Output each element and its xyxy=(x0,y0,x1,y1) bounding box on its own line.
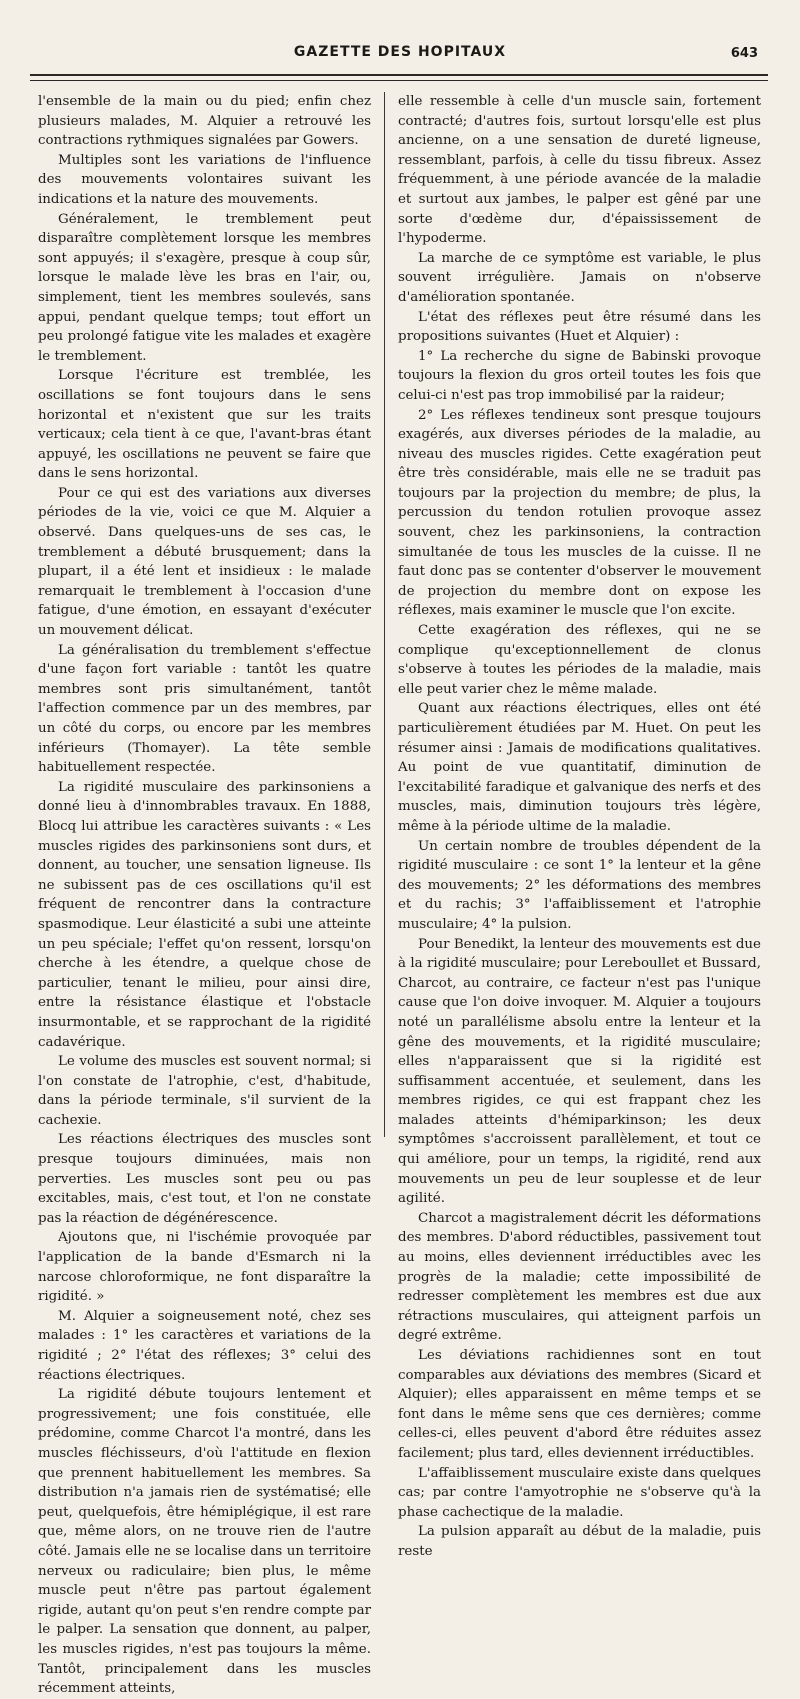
paragraph: l'ensemble de la main ou du pied; enfin chez plusieurs malades, M. Alquier a retrouvé les contractions rythmiques signalées par Gowers. xyxy=(38,94,371,149)
paragraph: Charcot a magistralement décrit les déformations des membres. D'abord réductibles, passivement tout au moins, elles deviennent irréductibles avec les progrès de la maladie; cette impossibilité de redresser complètement les membres est due aux rétractions musculaires, qui atteignent parfois un degré extrême. xyxy=(398,1210,761,1344)
paragraph: M. Alquier a soigneusement noté, chez ses malades : 1° les caractères et variations de la rigidité ; 2° l'état des réflexes; 3° celui des réactions électriques. xyxy=(38,1308,371,1383)
paragraph: Multiples sont les variations de l'influence des mouvements volontaires suivant les indications et la nature des mouvements. xyxy=(38,152,371,207)
paragraph: L'état des réflexes peut être résumé dans les propositions suivantes (Huet et Alquier) : xyxy=(398,309,761,345)
paragraph: L'affaiblissement musculaire existe dans quelques cas; par contre l'amyotrophie ne s'observe qu'à la phase cachectique de la maladie. xyxy=(398,1465,761,1520)
paragraph: Pour ce qui est des variations aux diverses périodes de la vie, voici ce que M. Alquier a observé. Dans quelques-uns de ses cas, le tremblement a débuté brusquement; dans la plupart, il a été lent et insidieux : le malade remarquait le tremblement à l'occasion d'une fatigue, d'une émotion, en essayant d'exécuter un mouvement délicat. xyxy=(38,485,371,639)
paragraph: Quant aux réactions électriques, elles ont été particulièrement étudiées par M. Huet. On peut les résumer ainsi : Jamais de modifications qualitatives. Au point de vue quantitatif, diminution de l'excitabilité faradique et galvanique des nerfs et des muscles, mais, diminution toujours très légère, même à la période ultime de la maladie. xyxy=(398,701,761,834)
paragraph: La rigidité débute toujours lentement et progressivement; une fois constituée, elle prédomine, comme Charcot l'a montré, dans les muscles fléchisseurs, d'où l'attitude en flexion que prennent habituellement les membres. Sa distribution n'a jamais rien de systématisé; elle peut, quelquefois, être hémiplégique, il est rare que, même alors, on ne trouve rien de l'autre côté. Jamais elle ne se localise dans un territoire nerveux ou radiculaire; bien plus, le même muscle peut n'être pas partout également rigide, autant qu'on peut s'en rendre compte par le palper. La sensation que donnent, au palper, les muscles rigides, n'est pas toujours la même. Tantôt, principalement dans les muscles récemment atteints, xyxy=(38,1387,371,1697)
paragraph: Lorsque l'écriture est tremblée, les oscillations se font toujours dans le sens horizontal et n'existent que sur les traits verticaux; cela tient à ce que, l'avant-bras étant appuyé, les oscillations ne peuvent se faire que dans le sens horizontal. xyxy=(38,368,371,482)
paragraph: Le volume des muscles est souvent normal; si l'on constate de l'atrophie, c'est, d'habitude, dans la période terminale, s'il survient de la cachexie. xyxy=(38,1054,371,1128)
page-header xyxy=(40,44,760,70)
paragraph: La pulsion apparaît au début de la maladie, puis reste xyxy=(398,1524,761,1559)
journal-title: GAZETTE DES HOPITAUX xyxy=(293,44,507,60)
paragraph: Les déviations rachidiennes sont en tout comparables aux déviations des membres (Sicard et Alquier); elles apparaissent en même temps et se font dans le même sens que ces dernières; comme celles-ci, elles peuvent d'abord être réduites assez facilement; plus tard, elles deviennent irréductibles. xyxy=(398,1348,761,1461)
column-divider xyxy=(384,92,385,1137)
paragraph: Un certain nombre de troubles dépendent de la rigidité musculaire : ce sont 1° la lenteur et la gêne des mouvements; 2° les déformations des membres et du rachis; 3° l'affaiblissement et l'atrophie musculaire; 4° la pulsion. xyxy=(398,838,761,932)
paragraph: Généralement, le tremblement peut disparaître complètement lorsque les membres sont appuyés; il s'exagère, presque à coup sûr, lorsque le malade lève les bras en l'air, ou, simplement, tient les membres soulevés, sans appui, pendant quelque temps; tout effort un peu prolongé fatigue vite les malades et exagère le tremblement. xyxy=(38,211,371,364)
paragraph: Cette exagération des réflexes, qui ne se complique qu'exceptionnellement de clonus s'observe à toutes les périodes de la maladie, mais elle peut varier chez le même malade. xyxy=(398,623,761,697)
paragraph: La généralisation du tremblement s'effectue d'une façon fort variable : tantôt les quatre membres sont pris simultanément, tantôt l'affection commence par un des membres, par un côté du corps, ou encore par les membres inférieurs (Thomayer). La tête semble habituellement respectée. xyxy=(38,642,371,776)
paragraph: La marche de ce symptôme est variable, le plus souvent irrégulière. Jamais on n'observe d'amélioration spontanée. xyxy=(398,250,761,305)
paragraph: Ajoutons que, ni l'ischémie provoquée par l'application de la bande d'Esmarch ni la narcose chloroformique, ne font disparaître la rigidité. » xyxy=(38,1230,371,1305)
right-column xyxy=(398,92,761,1562)
header-rule-thin xyxy=(30,80,768,81)
header-rule xyxy=(30,74,768,76)
left-column xyxy=(38,92,371,1699)
paragraph: elle ressemble à celle d'un muscle sain, fortement contracté; d'autres fois, surtout lorsqu'elle est plus ancienne, on a une sensation de dureté ligneuse, ressemblant, parfois, à celle du tissu fibreux. Assez fréquemment, à une période avancée de la maladie et surtout aux jambes, le palper est gêné par une sorte d'œdème dur, d'épaississement de l'hypoderme. xyxy=(398,94,761,247)
paragraph: 2° Les réflexes tendineux sont presque toujours exagérés, aux diverses périodes de la maladie, au niveau des muscles rigides. Cette exagération peut être très considérable, mais elle ne se traduit pas toujours par la projection du membre; de plus, la percussion du tendon rotulien provoque assez souvent, chez les parkinsoniens, la contraction simultanée de tous les muscles de la cuisse. Il ne faut donc pas se contenter d'observer le mouvement de projection du membre dont on expose les réflexes, mais examiner le muscle que l'on excite. xyxy=(398,407,761,619)
paragraph: Pour Benedikt, la lenteur des mouvements est due à la rigidité musculaire; pour Lereboullet et Bussard, Charcot, au contraire, ce facteur n'est pas l'unique cause que l'on doive invoquer. M. Alquier a toujours noté un parallélisme absolu entre la lenteur et la gêne des mouvements, et la rigidité musculaire; elles n'apparaissent que si la rigidité est suffisamment accentuée, et seulement, dans les membres rigides, ce qui est frappant chez les malades atteints d'hémiparkinson; les deux symptômes s'accroissent parallèlement, et tout ce qui améliore, pour un temps, la rigidité, rend aux mouvements un peu de leur souplesse et de leur agilité. xyxy=(398,936,761,1207)
paragraph: Les réactions électriques des muscles sont presque toujours diminuées, mais non perverties. Les muscles sont peu ou pas excitables, mais, c'est tout, et l'on ne constate pas la réaction de dégénérescence. xyxy=(38,1132,371,1226)
paragraph: La rigidité musculaire des parkinsoniens a donné lieu à d'innombrables travaux. En 1888, Blocq lui attribue les caractères suivants : « Les muscles rigides des parkinsoniens sont durs, et donnent, au toucher, une sensation ligneuse. Ils ne subissent pas de ces oscillations qu'il est fréquent de rencontrer dans la contracture spasmodique. Leur élasticité a subi une atteinte un peu spéciale; l'effet qu'on ressent, lorsqu'on cherche à les étendre, a quelque chose de particulier, tenant le milieu, pour ainsi dire, entre la résistance élastique et l'obstacle insurmontable, et se rapprochant de la rigidité cadavérique. xyxy=(38,779,371,1050)
paragraph: 1° La recherche du signe de Babinski provoque toujours la flexion du gros orteil toutes les fois que celui-ci n'est pas trop immobilisé par la raideur; xyxy=(398,348,761,403)
page-number: 643 xyxy=(730,46,758,61)
